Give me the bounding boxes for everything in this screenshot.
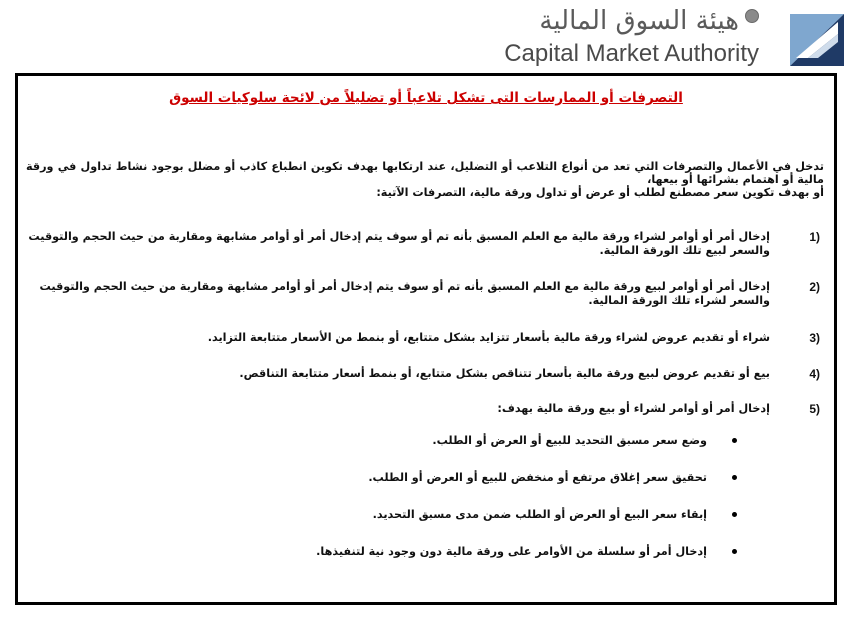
seal-icon bbox=[745, 9, 759, 23]
org-name-arabic bbox=[539, 6, 759, 36]
sub-bullets-list bbox=[137, 434, 737, 582]
bullet-text: تحقيق سعر إغلاق مرتفع أو منخفض للبيع أو العرض أو الطلب. bbox=[368, 471, 707, 484]
org-name-arabic-text: هيئة السوق المالية bbox=[539, 6, 739, 36]
list-item-number: 1) bbox=[809, 230, 820, 244]
list-item-number: 4) bbox=[809, 367, 820, 381]
list-item-text: إدخال أمر أو أوامر لشراء ورقة مالية مع العلم المسبق بأنه تم أو سوف يتم إدخال أمر أو أوامر مشابهة ومقاربة من حيث الحجم والتوقيت والسعر لبيع تلك الورقة المالية. bbox=[28, 230, 770, 257]
practices-list bbox=[24, 230, 824, 416]
org-name-english: Capital Market Authority bbox=[504, 40, 759, 67]
document-frame bbox=[15, 73, 837, 605]
bullet-item bbox=[137, 471, 737, 485]
bullet-text: وضع سعر مسبق التحديد للبيع أو العرض أو الطلب. bbox=[432, 434, 707, 447]
list-item-text: إدخال أمر أو أوامر لشراء أو بيع ورقة مالية بهدف: bbox=[497, 402, 770, 415]
bullet-text: إبقاء سعر البيع أو العرض أو الطلب ضمن مدى مسبق التحديد. bbox=[372, 508, 707, 521]
list-item-text: بيع أو تقديم عروض لبيع ورقة مالية بأسعار تتناقص بشكل متتابع، أو بنمط أسعار متتابعة التناقص. bbox=[239, 367, 770, 380]
cma-logo-icon bbox=[788, 12, 846, 68]
intro-line-1: تدخل في الأعمال والتصرفات التي تعد من أنواع التلاعب أو التضليل، عند ارتكابها بهدف تكوين انطباع كاذب أو مضلل بوجود نشاط تداول في ورقة مالية أو اهتمام بشرائها أو بيعها، bbox=[26, 160, 824, 186]
bullet-icon bbox=[732, 512, 737, 517]
document-title: التصرفات أو الممارسات التى تشكل تلاعباً أو تضليلاً من لائحة سلوكيات السوق bbox=[169, 90, 683, 106]
bullet-item bbox=[137, 545, 737, 559]
list-item-number: 2) bbox=[809, 280, 820, 294]
list-item bbox=[24, 280, 824, 308]
list-item-text: إدخال أمر أو أوامر لبيع ورقة مالية مع العلم المسبق بأنه تم أو سوف يتم إدخال أمر أو أوامر مشابهة ومقاربة من حيث الحجم والتوقيت والسعر لشراء تلك الورقة المالية. bbox=[39, 280, 770, 307]
bullet-text: إدخال أمر أو سلسلة من الأوامر على ورقة مالية دون وجود نية لتنفيذها. bbox=[316, 545, 707, 558]
list-item bbox=[24, 230, 824, 258]
list-item bbox=[24, 331, 824, 345]
bullet-item bbox=[137, 508, 737, 522]
list-item bbox=[24, 402, 824, 416]
list-item-number: 3) bbox=[809, 331, 820, 345]
list-item-number: 5) bbox=[809, 402, 820, 416]
bullet-icon bbox=[732, 438, 737, 443]
page-header bbox=[0, 0, 855, 72]
list-item-text: شراء أو تقديم عروض لشراء ورقة مالية بأسعار تتزايد بشكل متتابع، أو بنمط من الأسعار متتابعة التزايد. bbox=[207, 331, 770, 344]
intro-line-2: أو بهدف تكوين سعر مصطنع لطلب أو عرض أو تداول ورقة مالية، التصرفات الآتية: bbox=[376, 186, 824, 199]
bullet-icon bbox=[732, 475, 737, 480]
intro-paragraph bbox=[26, 160, 824, 199]
bullet-item bbox=[137, 434, 737, 448]
bullet-icon bbox=[732, 549, 737, 554]
list-item bbox=[24, 367, 824, 381]
